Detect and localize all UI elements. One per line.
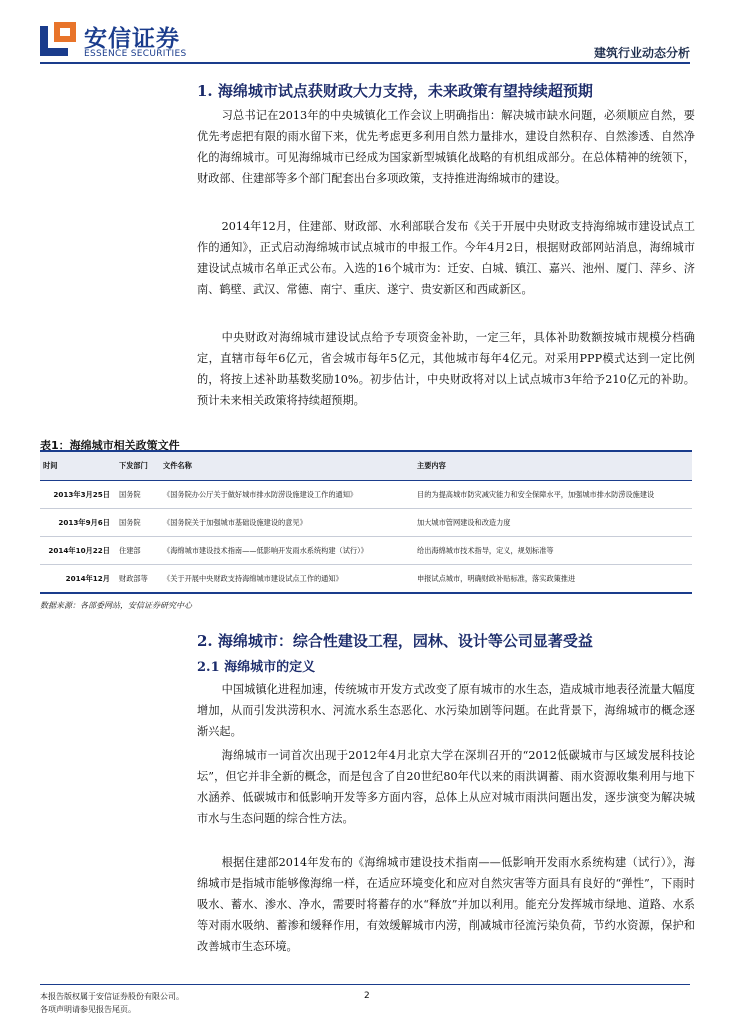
cell-content: 加大城市管网建设和改造力度	[414, 509, 692, 537]
table-source: 数据来源：各部委网站，安信证券研究中心	[40, 601, 192, 610]
column-header-content: 主要内容	[414, 452, 692, 481]
section-2-paragraph-1: 中国城镇化进程加速，传统城市开发方式改变了原有城市的水生态，造成城市地表径流量大幅度增加，从而引发洪涝积水、河流水系生态恶化、水污染加剧等问题。在此背景下，海绵城市的概念逐渐兴起。	[197, 683, 695, 738]
cell-date: 2013年3月25日	[40, 481, 116, 509]
page-number: 2	[364, 991, 370, 1001]
section-1-paragraph-1: 习总书记在2013年的中央城镇化工作会议上明确指出：解决城市缺水问题，必须顺应自然，要优先考虑把有限的雨水留下来，优先考虑更多利用自然力量排水，建设自然积存、自然渗透、自然净化的海绵城市。可见海绵城市已经成为国家新型城镇化战略的有机组成部分。在总体精神的统领下，财政部、住建部等多个部门配套出台多项政策，支持推进海绵城市的建设。	[197, 109, 695, 185]
section-2-heading: 2. 海绵城市：综合性建设工程，园林、设计等公司显著受益	[197, 632, 593, 650]
section-1-paragraph-2: 2014年12月，住建部、财政部、水利部联合发布《关于开展中央财政支持海绵城市建设试点工作的通知》，正式启动海绵城市试点城市的申报工作。今年4月2日，根据财政部网站消息，海绵城市建设试点城市名单正式公布。入选的16个城市为：迁安、白城、镇江、嘉兴、池州、厦门、萍乡、济南、鹤壁、武汉、常德、南宁、重庆、遂宁、贵安新区和西咸新区。	[197, 220, 695, 296]
section-1-paragraph-3: 中央财政对海绵城市建设试点给予专项资金补助，一定三年，具体补助数额按城市规模分档确定，直辖市每年6亿元，省会城市每年5亿元，其他城市每年4亿元。对采用PPP模式达到一定比例的，将按上述补助基数奖励10%。初步估计，中央财政将对以上试点城市3年给予210亿元的补助。预计未来相关政策将持续超预期。	[197, 331, 695, 407]
cell-department: 财政部等	[119, 573, 148, 583]
table-row	[40, 565, 692, 593]
footer-copyright-line: 本报告版权属于安信证券股份有限公司。	[40, 992, 184, 1001]
footer-divider	[40, 984, 690, 985]
cell-date: 2014年12月	[65, 573, 110, 583]
cell-document: 《关于开展中央财政支持海绵城市建设试点工作的通知》	[163, 573, 343, 583]
section-2-1-subheading: 2.1 海绵城市的定义	[197, 660, 316, 675]
section-2-paragraph-3: 根据住建部2014年发布的《海绵城市建设技术指南——低影响开发雨水系统构建（试行）》，海绵城市是指城市能够像海绵一样，在适应环境变化和应对自然灾害等方面具有良好的“弹性”，下雨时吸水、蓄水、渗水、净水，需要时将蓄存的水“释放”并加以利用。能充分发挥城市绿地、道路、水系等对雨水吸纳、蓄渗和缓释作用，有效缓解城市内涝，削减城市径流污染负荷，节约水资源，保护和改善城市生态环境。	[197, 856, 695, 953]
cell-date: 2014年10月22日	[40, 537, 116, 565]
cell-department: 国务院	[116, 509, 160, 537]
table-title: 表1：海绵城市相关政策文件	[40, 439, 180, 452]
table-header-row	[40, 452, 692, 481]
report-type: 建筑行业动态分析	[593, 46, 690, 60]
essence-securities-logo-icon	[40, 22, 76, 56]
section-2-paragraph-2: 海绵城市一词首次出现于2012年4月北京大学在深圳召开的“2012低碳城市与区域发展科技论坛”，但它并非全新的概念，而是包含了自20世纪80年代以来的雨洪调蓄、雨水资源收集利用与地下水涵养、低碳城市和低影响开发等多方面内容，总体上从应对城市雨洪问题出发，逐步演变为解决城市水与生态问题的综合性方法。	[197, 749, 695, 825]
table-row	[40, 537, 692, 565]
footer-disclaimer	[40, 990, 184, 1016]
column-header-document: 文件名称	[160, 452, 414, 481]
footer-disclaimer-line: 各项声明请参见报告尾页。	[40, 1005, 136, 1014]
header-divider	[40, 62, 690, 64]
cell-date: 2013年9月6日	[40, 509, 116, 537]
cell-document: 《国务院办公厅关于做好城市排水防涝设施建设工作的通知》	[160, 481, 414, 509]
cell-content: 目的为提高城市防灾减灾能力和安全保障水平，加强城市排水防涝设施建设	[414, 481, 692, 509]
cell-document: 《海绵城市建设技术指南——低影响开发雨水系统构建（试行）》	[160, 537, 414, 565]
logo-english-name: ESSENCE SECURITIES	[84, 49, 187, 59]
company-logo	[40, 20, 200, 60]
section-1-heading: 1. 海绵城市试点获财政大力支持，未来政策有望持续超预期	[197, 82, 593, 100]
cell-content: 申报试点城市，明确财政补贴标准，落实政策推进	[417, 573, 576, 583]
table-row	[40, 509, 692, 537]
cell-department: 住建部	[116, 537, 160, 565]
cell-content: 给出海绵城市技术指导，定义，规划标准等	[414, 537, 692, 565]
logo-chinese-name: 安信证券	[84, 26, 180, 52]
policy-table	[40, 450, 692, 594]
cell-document: 《国务院关于加强城市基础设施建设的意见》	[160, 509, 414, 537]
cell-department: 国务院	[116, 481, 160, 509]
column-header-date: 时间	[40, 452, 116, 481]
column-header-department: 下发部门	[116, 452, 160, 481]
table-row	[40, 481, 692, 509]
